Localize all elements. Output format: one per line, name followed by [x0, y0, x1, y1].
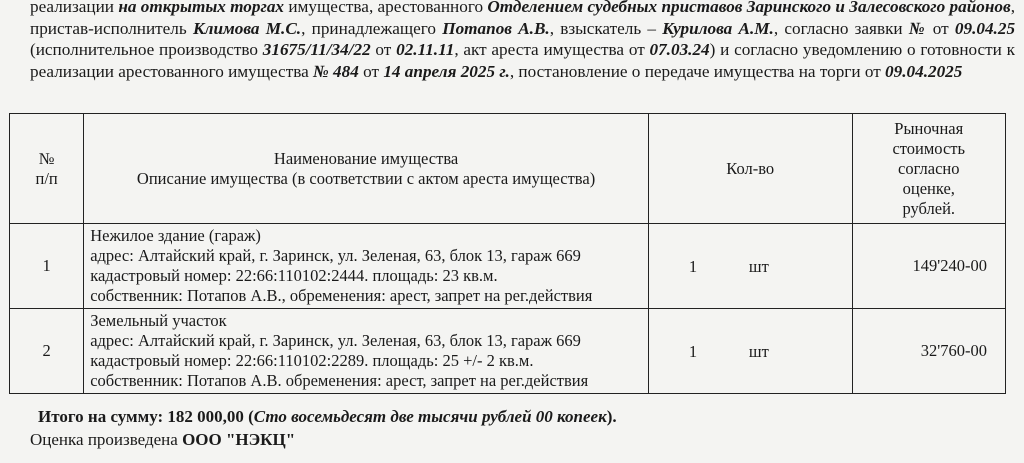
bailiff-department: Отделением судебных приставов Заринского и Залесовского районов: [487, 0, 1011, 16]
row-price: 32'760-00: [852, 309, 1005, 394]
arrest-date: 07.03.24: [649, 40, 710, 59]
header-text: п/п: [35, 168, 58, 188]
quantity-value: 1: [688, 342, 698, 361]
property-cadastral: кадастровый номер: 22:66:110102:2289. площадь: 25 +/- 2 кв.м.: [90, 351, 534, 370]
intro-paragraph: [30, 0, 1015, 82]
property-table: [9, 113, 1006, 394]
text-fragment: на открытых торгах: [118, 0, 285, 16]
quantity-unit: шт: [748, 342, 769, 361]
header-text: №: [38, 148, 55, 168]
property-owner: собственник: Потапов А.В. обременения: арест, запрет на рег.действия: [90, 371, 589, 390]
case-date: 02.11.11: [396, 40, 455, 59]
header-quantity: [648, 114, 852, 224]
row-number: 1: [10, 224, 84, 309]
bailiff-name: Климова М.С.: [192, 18, 302, 38]
text-fragment: от: [926, 18, 955, 38]
header-text: стоимость: [892, 138, 966, 158]
text-fragment: , принадлежащего: [301, 18, 443, 38]
header-text: Кол-во: [726, 158, 775, 178]
property-address: адрес: Алтайский край, г. Заринск, ул. Зеленая, 63, блок 13, гараж 669: [90, 331, 581, 350]
text-fragment: от: [358, 61, 384, 81]
total-sum: [38, 407, 617, 427]
text-fragment: реализации: [30, 0, 119, 16]
quantity-value: 1: [688, 257, 698, 276]
header-text: согласно: [898, 158, 960, 178]
total-label: Итого на сумму: 182 000,00 (: [38, 407, 254, 426]
total-words: Сто восемьдесят две тысячи рублей 00 копеек: [253, 407, 607, 426]
text-fragment: , постановление о передаче имущества на торги от: [509, 61, 886, 81]
case-number: 31675/11/34/22: [262, 40, 371, 59]
total-end: ).: [606, 407, 617, 426]
text-fragment: имущества, арестованного: [284, 0, 488, 16]
quantity-unit: шт: [748, 257, 769, 276]
transfer-date: 09.04.2025: [885, 61, 963, 81]
property-owner: собственник: Потапов А.В., обременения: арест, запрет на рег.действия: [90, 286, 593, 305]
text-fragment: , пристав-исполнитель: [30, 0, 1016, 38]
text-fragment: от: [370, 40, 397, 59]
row-quantity: [648, 309, 852, 394]
table-header-row: [10, 114, 1006, 224]
property-cadastral: кадастровый номер: 22:66:110102:2444. площадь: 23 кв.м.: [90, 266, 498, 285]
text-fragment: , акт ареста имущества от: [454, 40, 650, 59]
owner-name: Потапов А.В.: [442, 18, 550, 38]
header-text: рублей.: [902, 198, 956, 218]
row-description: [84, 309, 649, 394]
text-fragment: , согласно заявки: [773, 18, 909, 38]
text-fragment: , взыскатель –: [549, 18, 663, 38]
property-address: адрес: Алтайский край, г. Заринск, ул. Зеленая, 63, блок 13, гараж 669: [90, 246, 581, 265]
evaluation-org: ООО "НЭКЦ": [182, 430, 296, 449]
header-text: оценке,: [902, 178, 955, 198]
row-price: 149'240-00: [852, 224, 1005, 309]
evaluation-note: [30, 430, 295, 450]
text-fragment: №: [908, 18, 927, 38]
row-description: [84, 224, 649, 309]
header-name: [84, 114, 649, 224]
row-number: 2: [10, 309, 84, 394]
table-row: [10, 309, 1006, 394]
row-quantity: [648, 224, 852, 309]
evaluation-label: Оценка произведена: [30, 430, 183, 449]
table-row: [10, 224, 1006, 309]
text-fragment: ) и согласно уведомлению о готовности к реализации арестованного имущества: [30, 40, 1015, 81]
notice-date: 14 апреля 2025 г.: [383, 61, 510, 81]
claimant-name: Курилова А.М.: [662, 18, 774, 38]
header-number: [10, 114, 84, 224]
property-title: Земельный участок: [90, 311, 227, 330]
notice-number: № 484: [313, 61, 359, 81]
request-date: 09.04.25: [954, 18, 1016, 38]
header-text: Рыночная: [894, 118, 964, 138]
header-price: [852, 114, 1005, 224]
text-fragment: (исполнительное производство: [30, 40, 263, 59]
header-text: Описание имущества (в соответствии с актом ареста имущества): [136, 168, 596, 188]
property-title: Нежилое здание (гараж): [90, 226, 261, 245]
header-text: Наименование имущества: [273, 148, 459, 168]
